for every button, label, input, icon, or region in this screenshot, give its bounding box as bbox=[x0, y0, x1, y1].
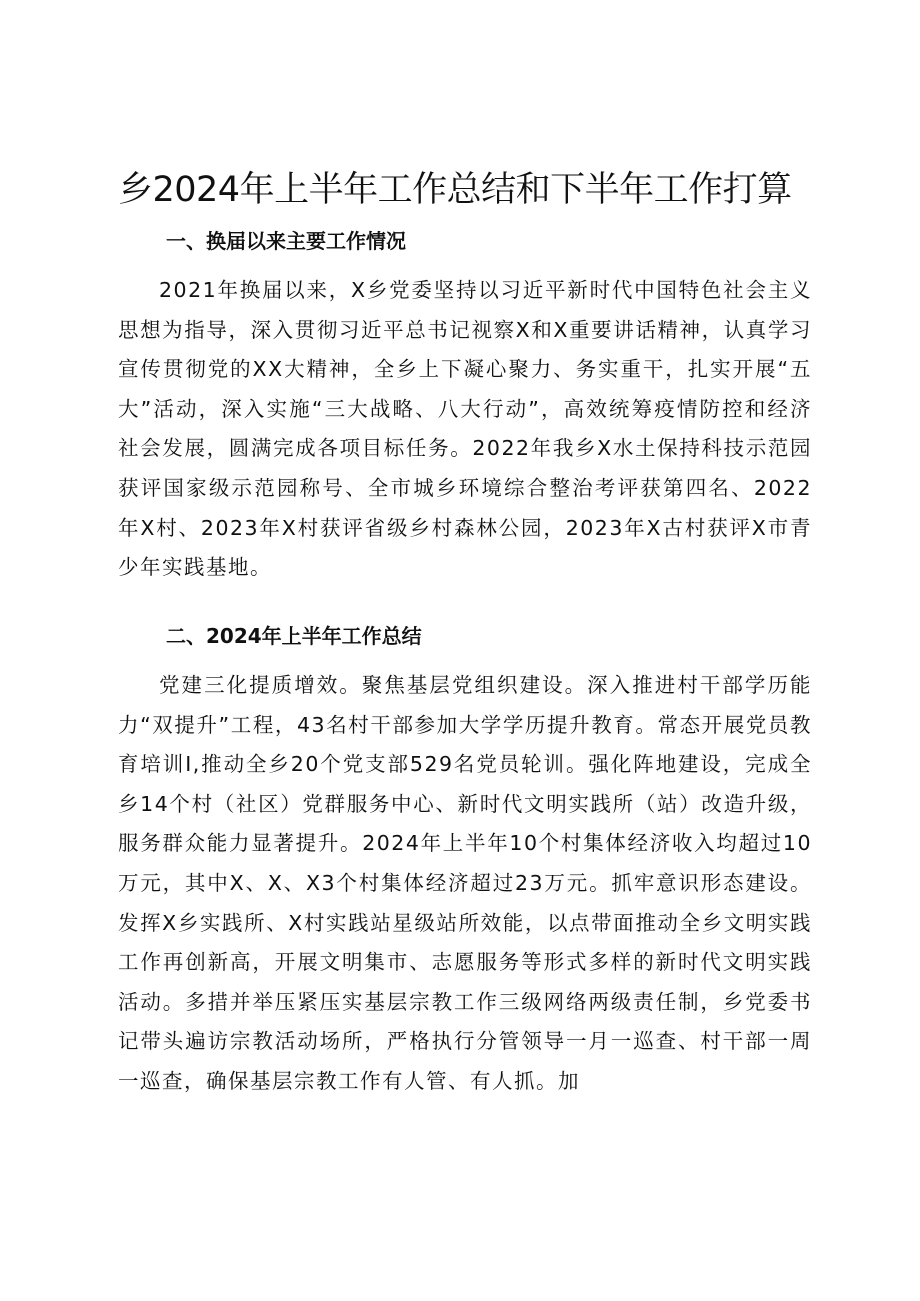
document-title: 乡2024年上半年工作总结和下半年工作打算 bbox=[118, 170, 792, 210]
section-heading-1: 一、换届以来主要工作情况 bbox=[166, 229, 406, 253]
section-paragraph-2: 党建三化提质增效。聚焦基层党组织建设。深入推进村干部学历能力“双提升”工程，43名村干部参加大学学历提升教育。常态开展党员教育培训I,推动全乡20个党支部529名党员轮训。强化阵地建设，完成全乡14个村（社区）党群服务中心、新时代文明实践所（站）改造升级，服务群众能力显著提升。2024年上半年10个村集体经济收入均超过10万元，其中X、X、X3个村集体经济超过23万元。抓牢意识形态建设。发挥X乡实践所、X村实践站星级站所效能，以点带面推动全乡文明实践工作再创新高，开展文明集市、志愿服务等形式多样的新时代文明实践活动。多措并举压紧压实基层宗教工作三级网络两级责任制，乡党委书记带头遍访宗教活动场所，严格执行分管领导一月一巡查、村干部一周一巡查，确保基层宗教工作有人管、有人抓。加 bbox=[118, 673, 812, 1093]
section-heading-2: 二、2024年上半年工作总结 bbox=[166, 624, 422, 648]
section-paragraph-1: 2021年换届以来，X乡党委坚持以习近平新时代中国特色社会主义思想为指导，深入贯彻习近平总书记视察X和X重要讲话精神，认真学习宣传贯彻党的XX大精神，全乡上下凝心聚力、务实重干，扎实开展“五大”活动，深入实施“三大战略、八大行动”，高效统筹疫情防控和经济社会发展，圆满完成各项目标任务。2022年我乡X水土保持科技示范园获评国家级示范园称号、全市城乡环境综合整治考评获第四名、2022年X村、2023年X村获评省级乡村森林公园，2023年X古村获评X市青少年实践基地。 bbox=[118, 278, 812, 580]
